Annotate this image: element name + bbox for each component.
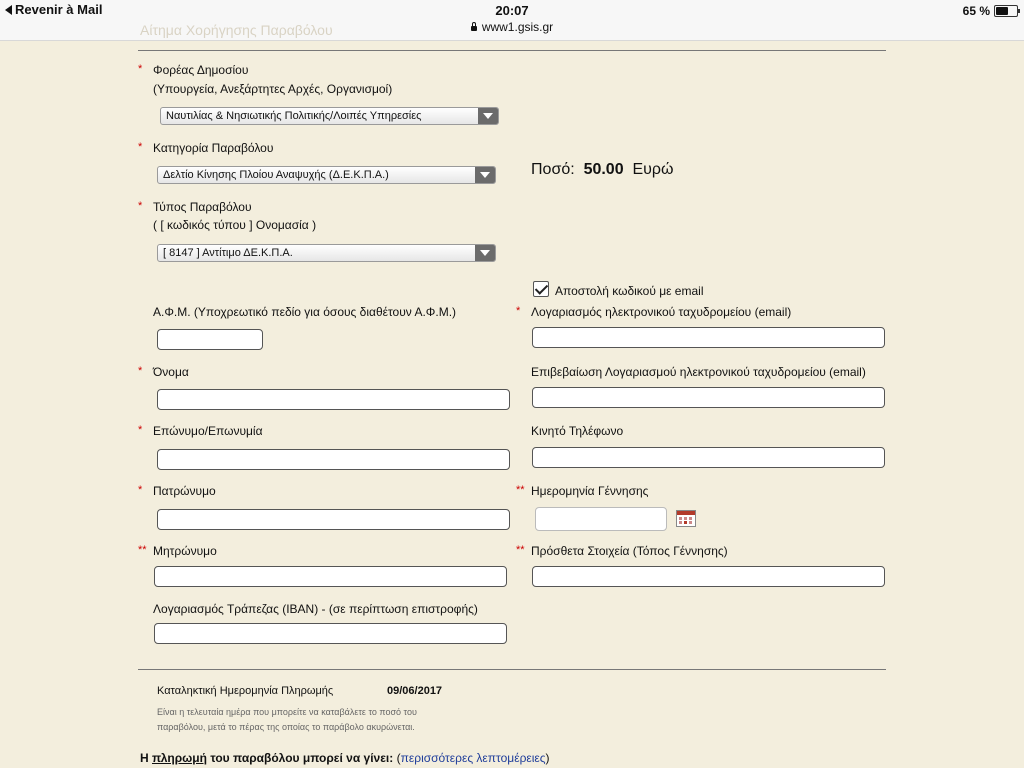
email-confirm-input[interactable] — [532, 387, 885, 408]
father-name-input[interactable] — [157, 509, 510, 530]
deadline-note — [157, 705, 417, 735]
deadline-note-line: παραβόλου, μετά το πέρας της οποίας το παράβολο ακυρώνεται. — [157, 722, 415, 732]
dropdown-arrow-icon — [478, 108, 498, 124]
required-marker: ** — [516, 544, 525, 556]
send-code-email-label: Αποστολή κωδικού με email — [555, 284, 704, 298]
required-marker: * — [516, 305, 521, 317]
payment-close-paren: ) — [545, 751, 550, 765]
category-selected-value: Δελτίο Κίνησης Πλοίου Αναψυχής (Δ.Ε.Κ.Π.Α.) — [163, 169, 389, 181]
page-title: Αίτημα Χορήγησης Παραβόλου — [140, 22, 333, 38]
father-name-label: Πατρώνυμο — [153, 484, 216, 498]
last-name-input[interactable] — [157, 449, 510, 470]
extra-info-input[interactable] — [532, 566, 885, 587]
iban-input[interactable] — [154, 623, 507, 644]
last-name-label: Επώνυμο/Επωνυμία — [153, 424, 263, 438]
deadline-note-line: Είναι η τελευταία ημέρα που μπορείτε να καταβάλετε το ποσό του — [157, 707, 417, 717]
dropdown-arrow-icon — [475, 167, 495, 183]
email-confirm-label: Επιβεβαίωση Λογαριασμού ηλεκτρονικού ταχυδρομείου (email) — [531, 365, 866, 379]
first-name-input[interactable] — [157, 389, 510, 410]
required-marker: * — [138, 200, 143, 212]
first-name-label: Όνομα — [153, 365, 189, 379]
category-label: Κατηγορία Παραβόλου — [153, 141, 274, 155]
email-input[interactable] — [532, 327, 885, 348]
payment-middle: του παραβόλου μπορεί να γίνει: — [206, 751, 394, 765]
amount-value: 50.00 — [583, 161, 624, 178]
agency-selected-value: Ναυτιλίας & Νησιωτικής Πολιτικής/Λοιπές Υπηρεσίες — [166, 110, 422, 122]
payment-open-paren: ( — [393, 751, 401, 765]
more-details-link[interactable]: περισσότερες λεπτομέρειες — [400, 751, 546, 765]
checkmark-icon — [535, 281, 548, 294]
agency-select[interactable] — [160, 107, 499, 125]
afm-input[interactable] — [157, 329, 263, 350]
deadline-date: 09/06/2017 — [387, 685, 443, 697]
extra-info-label: Πρόσθετα Στοιχεία (Τόπος Γέννησης) — [531, 544, 728, 558]
mother-name-label: Μητρώνυμο — [153, 544, 217, 558]
calendar-cell — [684, 521, 687, 524]
amount-display — [531, 161, 674, 179]
mobile-input[interactable] — [532, 447, 885, 468]
mobile-label: Κινητό Τηλέφωνο — [531, 424, 624, 438]
payment-prefix: Η — [140, 751, 152, 765]
iban-label: Λογαριασμός Τράπεζας (IBAN) - (σε περίπτωση επιστροφής) — [153, 602, 478, 616]
calendar-cell — [679, 517, 682, 520]
afm-label: Α.Φ.Μ. (Υποχρεωτικό πεδίο για όσους διαθέτουν Α.Φ.Μ.) — [153, 305, 457, 319]
required-marker: * — [138, 424, 143, 436]
payment-info — [140, 751, 550, 765]
deadline-label: Καταληκτική Ημερομηνία Πληρωμής — [157, 685, 334, 697]
calendar-header — [677, 511, 695, 515]
payment-word: πληρωμή — [152, 751, 207, 765]
send-code-email-checkbox[interactable] — [533, 281, 549, 297]
calendar-icon[interactable] — [676, 510, 696, 527]
required-marker: * — [138, 484, 143, 496]
type-selected-value: [ 8147 ] Αντίτιμο ΔΕ.Κ.Π.Α. — [163, 247, 293, 259]
battery-level — [996, 7, 1008, 15]
bottom-divider — [138, 669, 886, 670]
type-sublabel: ( [ κωδικός τύπου ] Ονομασία ) — [153, 218, 317, 232]
amount-currency: Ευρώ — [632, 161, 674, 178]
calendar-cell — [679, 521, 682, 524]
birth-date-label: Ημερομηνία Γέννησης — [531, 484, 649, 498]
status-bar — [0, 0, 1024, 41]
email-label: Λογαριασμός ηλεκτρονικού ταχυδρομείου (email) — [531, 305, 792, 319]
agency-sublabel: (Υπουργεία, Ανεξάρτητες Αρχές, Οργανισμοί) — [153, 82, 393, 96]
amount-label: Ποσό: — [531, 161, 575, 178]
category-select[interactable] — [157, 166, 496, 184]
battery-percent: 65 % — [962, 4, 990, 18]
lock-icon — [471, 26, 477, 31]
mother-name-input[interactable] — [154, 566, 507, 587]
back-label: Revenir à Mail — [15, 2, 103, 17]
required-marker: * — [138, 63, 143, 75]
birth-date-input[interactable] — [535, 507, 667, 531]
type-select[interactable] — [157, 244, 496, 262]
calendar-cell — [684, 517, 687, 520]
calendar-cell — [689, 521, 692, 524]
battery-icon — [994, 5, 1018, 17]
agency-label: Φορέας Δημοσίου — [153, 63, 249, 77]
type-label: Τύπος Παραβόλου — [153, 200, 252, 214]
dropdown-arrow-icon — [475, 245, 495, 261]
url-text: www1.gsis.gr — [481, 20, 554, 34]
calendar-cell — [689, 517, 692, 520]
required-marker: ** — [516, 484, 525, 496]
top-divider — [138, 50, 886, 51]
required-marker: * — [138, 365, 143, 377]
required-marker: * — [138, 141, 143, 153]
clock: 20:07 — [495, 3, 529, 18]
required-marker: ** — [138, 544, 147, 556]
